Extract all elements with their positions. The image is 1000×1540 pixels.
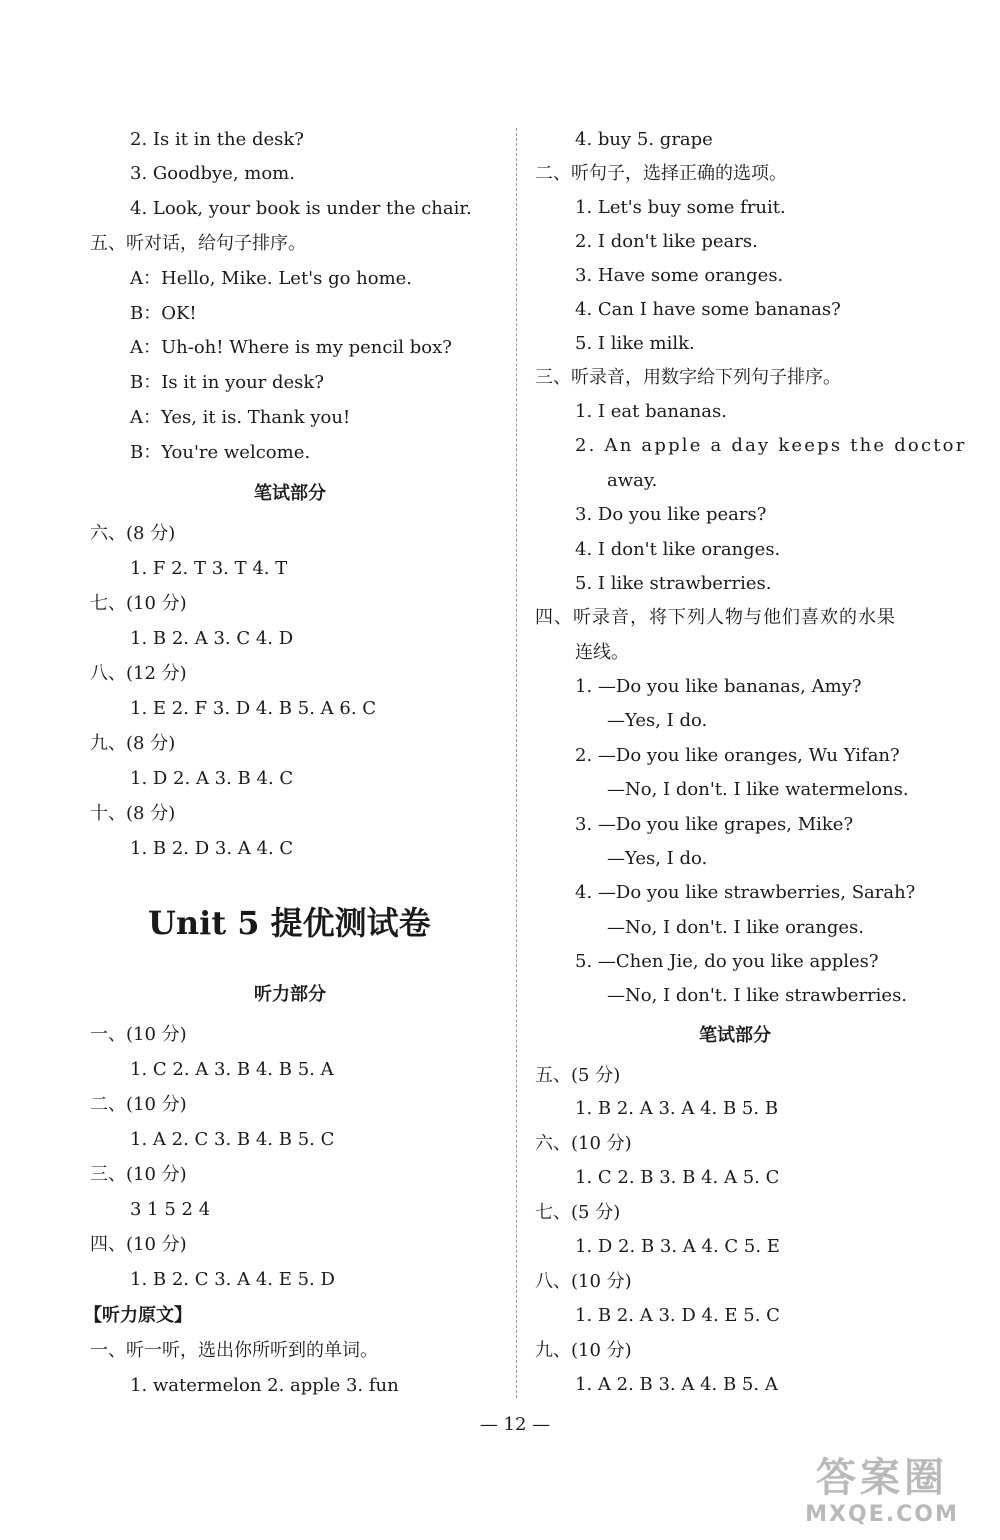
answer-line: 1. D 2. B 3. A 4. C 5. E <box>575 1236 780 1257</box>
answer-heading: 四、(10 分) <box>90 1234 187 1255</box>
answer-heading: 六、(10 分) <box>535 1133 632 1154</box>
text-line: 1. Let's buy some fruit. <box>575 197 786 218</box>
answer-line: 1. B 2. C 3. A 4. E 5. D <box>130 1269 335 1290</box>
text-line: 4. I don't like oranges. <box>575 539 781 560</box>
answer-heading: 九、(8 分) <box>90 733 176 754</box>
dialogue-line: A：Uh-oh! Where is my pencil box? <box>130 337 452 358</box>
section-heading: 四、听录音，将下列人物与他们喜欢的水果 <box>535 607 896 628</box>
dialogue-answer: —Yes, I do. <box>607 710 708 731</box>
text-line: 5. I like strawberries. <box>575 573 772 594</box>
answer-heading: 三、(10 分) <box>90 1164 187 1185</box>
answer-line: 1. B 2. A 3. D 4. E 5. C <box>575 1305 780 1326</box>
answer-heading: 七、(10 分) <box>90 593 187 614</box>
answer-line: 1. C 2. A 3. B 4. B 5. A <box>130 1059 334 1080</box>
answer-heading: 十、(8 分) <box>90 803 176 824</box>
written-part-title: 笔试部分 <box>254 483 326 504</box>
listening-part-title: 听力部分 <box>254 984 326 1005</box>
text-line: 2. Is it in the desk? <box>130 129 304 150</box>
transcript-question: 一、听一听，选出你所听到的单词。 <box>90 1340 378 1361</box>
text-line: 4. buy 5. grape <box>575 129 713 150</box>
text-line: 4. Look, your book is under the chair. <box>130 198 472 219</box>
dialogue-answer: —Yes, I do. <box>607 848 708 869</box>
dialogue-question: 1. —Do you like bananas, Amy? <box>575 676 862 697</box>
answer-heading: 七、(5 分) <box>535 1202 621 1223</box>
answer-heading: 一、(10 分) <box>90 1024 187 1045</box>
transcript-line: 1. watermelon 2. apple 3. fun <box>130 1375 399 1396</box>
answer-line: 1. B 2. D 3. A 4. C <box>130 838 294 859</box>
answer-line: 1. F 2. T 3. T 4. T <box>130 558 288 579</box>
text-line: 1. I eat bananas. <box>575 401 727 422</box>
watermark-main-text: 答案圈 <box>816 1455 948 1501</box>
dialogue-line: B：Is it in your desk? <box>130 372 324 393</box>
answer-line: 1. E 2. F 3. D 4. B 5. A 6. C <box>130 698 377 719</box>
text-line: 3. Have some oranges. <box>575 265 784 286</box>
text-line: 3. Do you like pears? <box>575 504 767 525</box>
dialogue-answer: —No, I don't. I like strawberries. <box>607 985 908 1006</box>
section-heading: 三、听录音，用数字给下列句子排序。 <box>535 367 841 388</box>
answer-heading: 二、(10 分) <box>90 1094 187 1115</box>
text-line: away. <box>607 470 658 491</box>
answer-heading: 八、(12 分) <box>90 663 187 684</box>
answer-line: 1. B 2. A 3. A 4. B 5. B <box>575 1098 779 1119</box>
answer-line: 1. B 2. A 3. C 4. D <box>130 628 294 649</box>
page-number: — 12 — <box>479 1414 551 1435</box>
answer-heading: 九、(10 分) <box>535 1340 632 1361</box>
section-heading-cont: 连线。 <box>575 642 629 663</box>
section-heading: 五、听对话，给句子排序。 <box>90 233 306 254</box>
answer-heading: 五、(5 分) <box>535 1065 621 1086</box>
answer-line: 1. D 2. A 3. B 4. C <box>130 768 294 789</box>
unit-title: Unit 5 提优测试卷 <box>148 904 431 942</box>
answer-heading: 六、(8 分) <box>90 523 176 544</box>
watermark-sub-text: MXQE.COM <box>805 1502 959 1527</box>
text-line: 4. Can I have some bananas? <box>575 299 841 320</box>
dialogue-line: A：Hello, Mike. Let's go home. <box>130 268 413 289</box>
answer-line: 3 1 5 2 4 <box>130 1199 211 1220</box>
text-line: 2. An apple a day keeps the doctor <box>575 435 967 456</box>
column-divider <box>516 128 517 1398</box>
section-heading: 二、听句子，选择正确的选项。 <box>535 163 787 184</box>
watermark-logo <box>782 1454 982 1534</box>
dialogue-line: B：You're welcome. <box>130 442 311 463</box>
dialogue-answer: —No, I don't. I like watermelons. <box>607 779 909 800</box>
dialogue-question: 3. —Do you like grapes, Mike? <box>575 814 854 835</box>
dialogue-answer: —No, I don't. I like oranges. <box>607 917 864 938</box>
answer-line: 1. C 2. B 3. B 4. A 5. C <box>575 1167 780 1188</box>
dialogue-question: 4. —Do you like strawberries, Sarah? <box>575 882 916 903</box>
text-line: 5. I like milk. <box>575 333 695 354</box>
transcript-title: 【听力原文】 <box>84 1305 192 1326</box>
answer-line: 1. A 2. B 3. A 4. B 5. A <box>575 1374 778 1395</box>
dialogue-line: B：OK! <box>130 303 197 324</box>
text-line: 3. Goodbye, mom. <box>130 163 295 184</box>
dialogue-question: 2. —Do you like oranges, Wu Yifan? <box>575 745 900 766</box>
text-line: 2. I don't like pears. <box>575 231 758 252</box>
dialogue-line: A：Yes, it is. Thank you! <box>130 407 351 428</box>
answer-heading: 八、(10 分) <box>535 1271 632 1292</box>
written-part-title: 笔试部分 <box>699 1025 771 1046</box>
dialogue-question: 5. —Chen Jie, do you like apples? <box>575 951 879 972</box>
answer-line: 1. A 2. C 3. B 4. B 5. C <box>130 1129 335 1150</box>
